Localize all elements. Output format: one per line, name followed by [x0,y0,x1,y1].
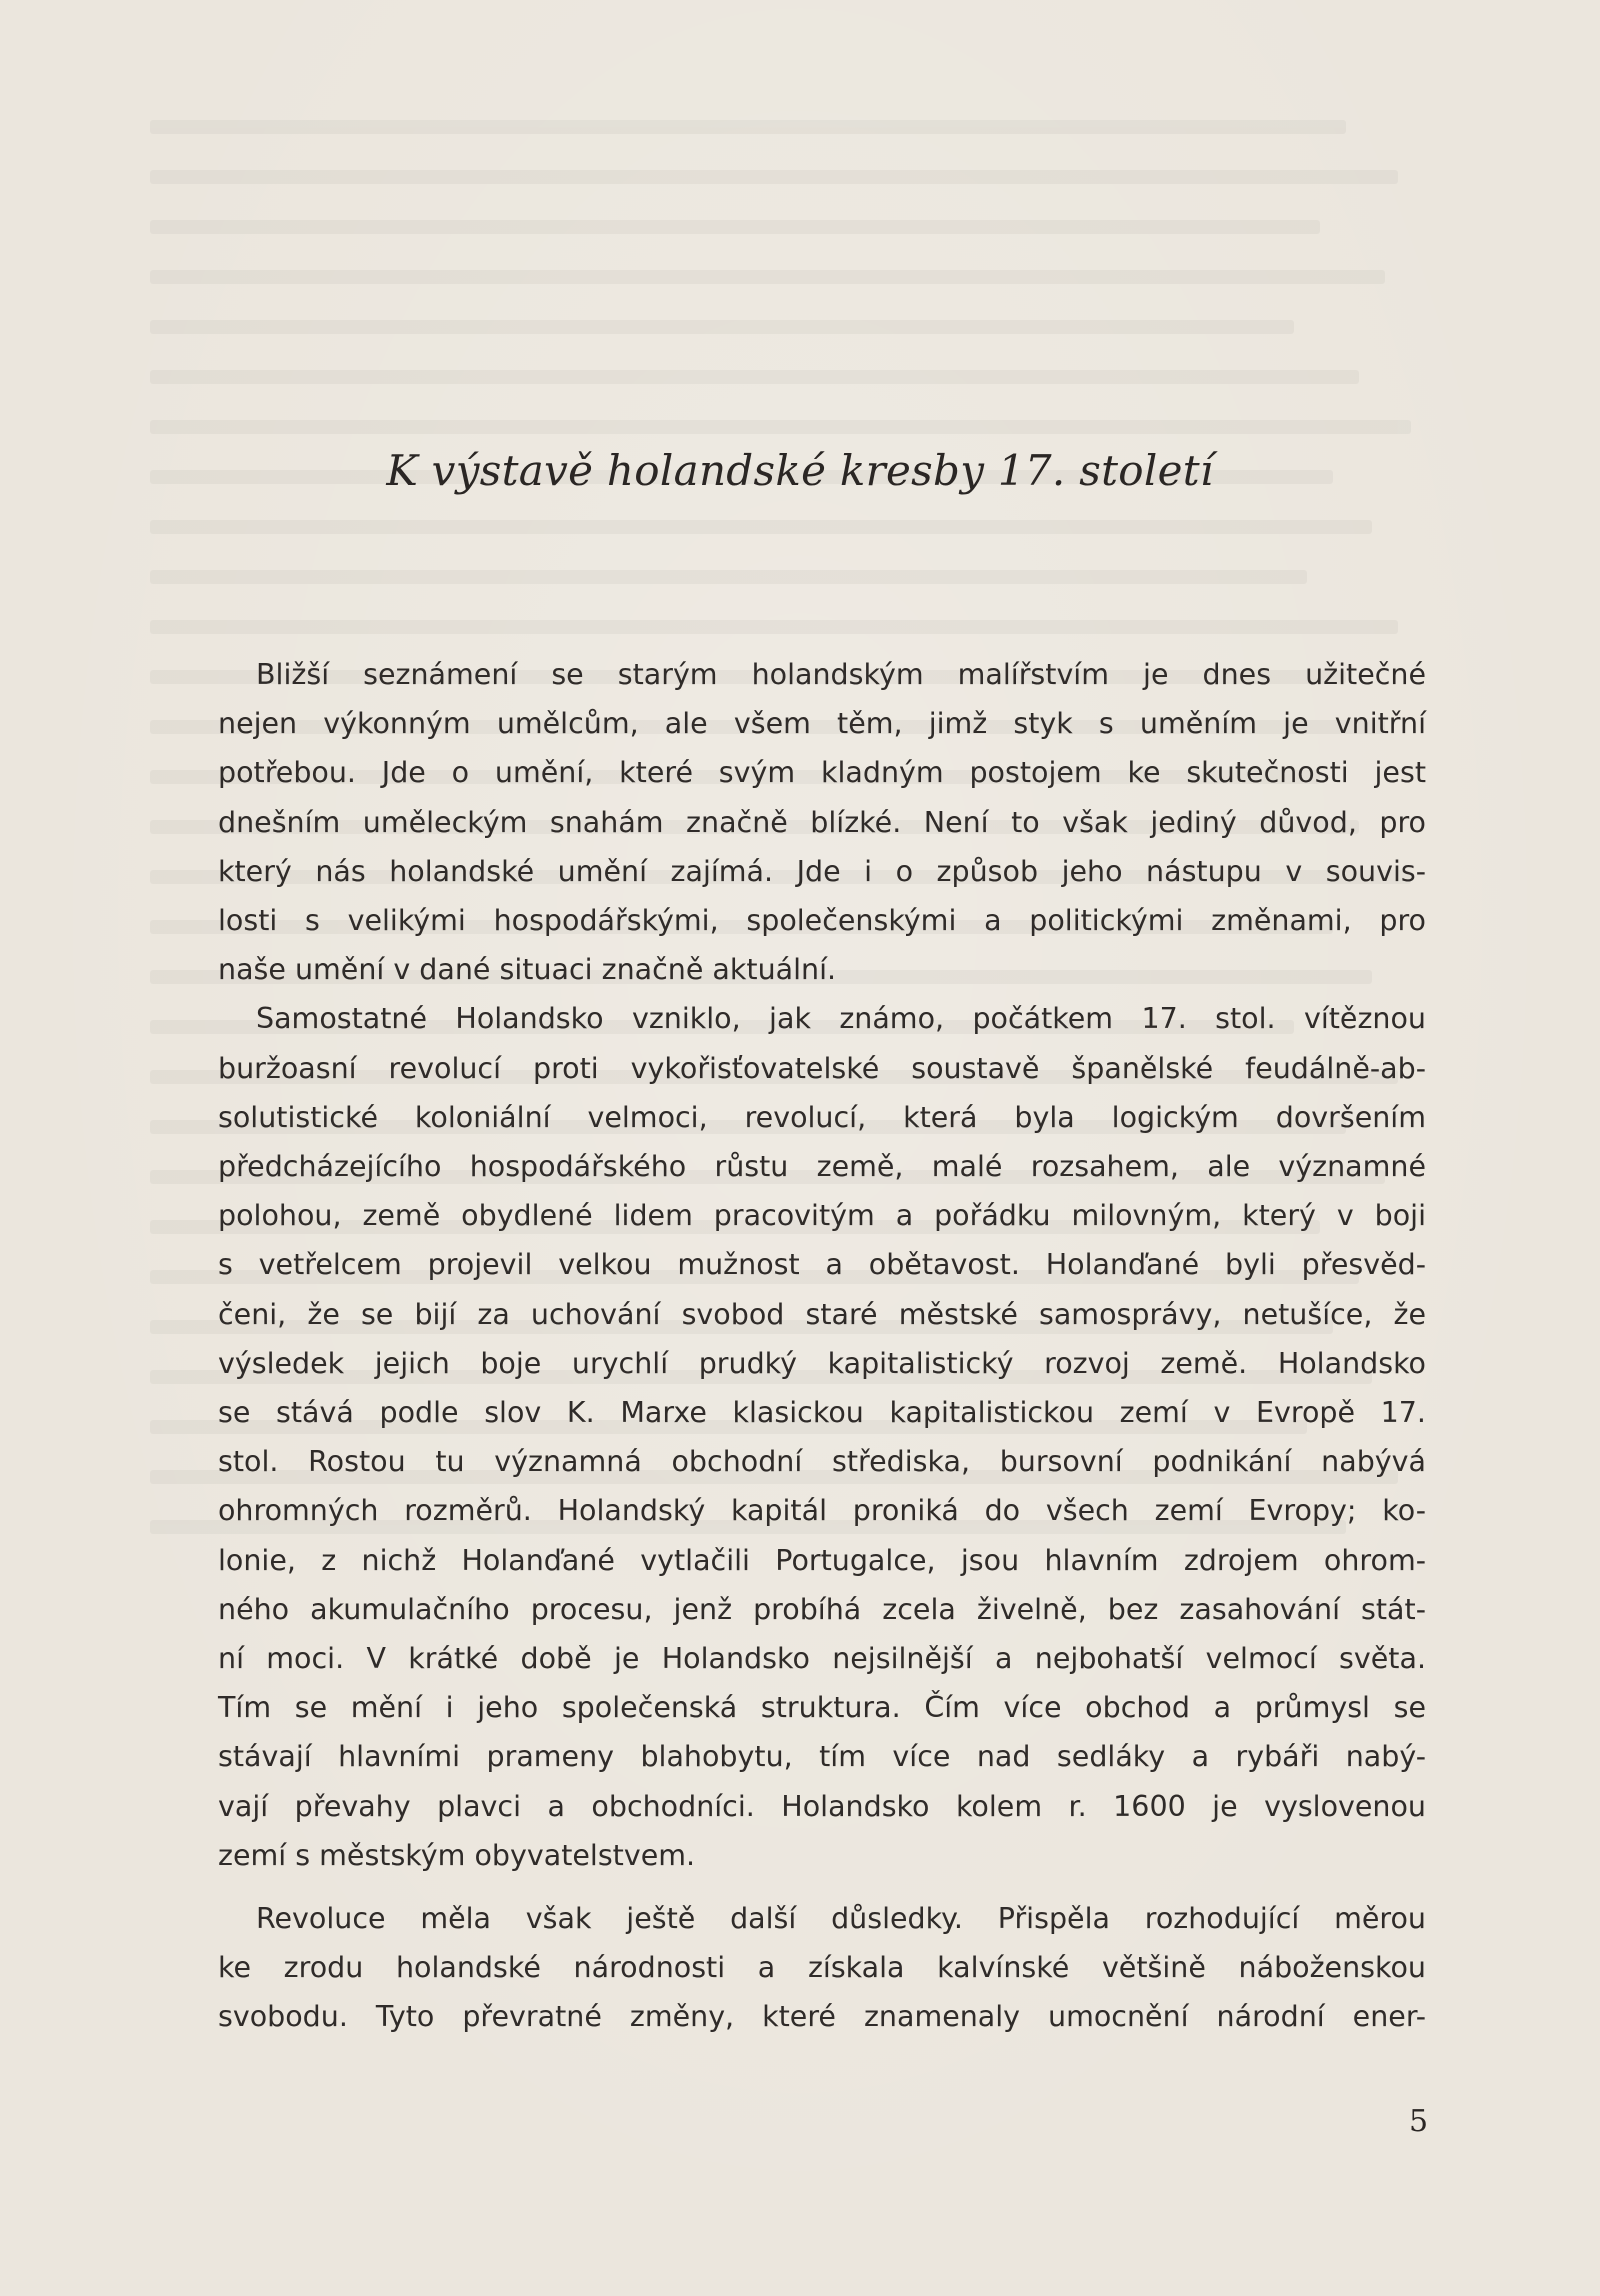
paragraph-2 [218,994,1426,1880]
text-line: ohromných rozměrů. Holandský kapitál proniká do všech zemí Evropy; ko- [218,1494,1426,1528]
text-line: Tím se mění i jeho společenská struktura. Čím více obchod a průmysl se [218,1691,1426,1725]
text-line: vají převahy plavci a obchodníci. Holandsko kolem r. 1600 je vyslovenou [218,1789,1426,1823]
text-line: který nás holandské umění zajímá. Jde i o způsob jeho nástupu v souvis- [218,854,1426,888]
page-number: 5 [1409,2104,1429,2139]
text-line: lonie, z nichž Holanďané vytlačili Portugalce, jsou hlavním zdrojem ohrom- [218,1543,1426,1577]
text-line: nejen výkonným umělcům, ale všem těm, jimž styk s uměním je vnitřní [218,707,1426,741]
text-line: svobodu. Tyto převratné změny, které znamenaly umocnění národní ener- [218,2000,1426,2034]
article-title: K výstavě holandské kresby 17. století [386,446,1214,495]
text-line: losti s velikými hospodářskými, společenskými a politickými změnami, pro [218,904,1426,938]
text-line: solutistické koloniální velmoci, revolucí, která byla logickým dovršením [218,1100,1426,1134]
text-line: s vetřelcem projevil velkou mužnost a obětavost. Holanďané byli přesvěd- [218,1248,1426,1282]
text-line: stol. Rostou tu významná obchodní střediska, bursovní podnikání nabývá [218,1445,1426,1479]
text-line: Revoluce měla však ještě další důsledky. Přispěla rozhodující měrou [256,1902,1426,1936]
text-line: ke zrodu holandské národnosti a získala kalvínské většině náboženskou [218,1951,1426,1985]
text-line: ní moci. V krátké době je Holandsko nejsilnější a nejbohatší velmocí světa. [218,1642,1426,1676]
text-line: výsledek jejich boje urychlí prudký kapitalistický rozvoj země. Holandsko [218,1346,1426,1380]
text-line: polohou, země obydlené lidem pracovitým a pořádku milovným, který v boji [218,1199,1426,1233]
paragraph-1 [218,650,1426,994]
text-line: Bližší seznámení se starým holandským malířstvím je dnes užitečné [256,658,1426,691]
text-line: potřebou. Jde o umění, které svým kladným postojem ke skutečnosti jest [218,756,1426,790]
article-body [218,650,1426,2042]
text-line: stávají hlavními prameny blahobytu, tím více nad sedláky a rybáři nabý- [218,1740,1426,1774]
text-line: ného akumulačního procesu, jenž probíhá zcela živelně, bez zasahování stát- [218,1592,1426,1626]
text-line: čeni, že se bijí za uchování svobod staré městské samosprávy, netušíce, že [218,1297,1426,1331]
text-line: naše umění v dané situaci značně aktuální. [218,953,837,987]
text-line: se stává podle slov K. Marxe klasickou kapitalistickou zemí v Evropě 17. [218,1396,1426,1430]
text-line: zemí s městským obyvatelstvem. [218,1838,696,1872]
text-line: dnešním uměleckým snahám značně blízké. Není to však jediný důvod, pro [218,805,1426,839]
text-line: Samostatné Holandsko vzniklo, jak známo, počátkem 17. stol. vítěznou [256,1002,1426,1036]
paragraph-3 [218,1894,1426,2042]
text-line: buržoasní revolucí proti vykořisťovatelské soustavě španělské feudálně-ab- [218,1051,1426,1085]
text-line: předcházejícího hospodářského růstu země, malé rozsahem, ale významné [218,1150,1426,1184]
